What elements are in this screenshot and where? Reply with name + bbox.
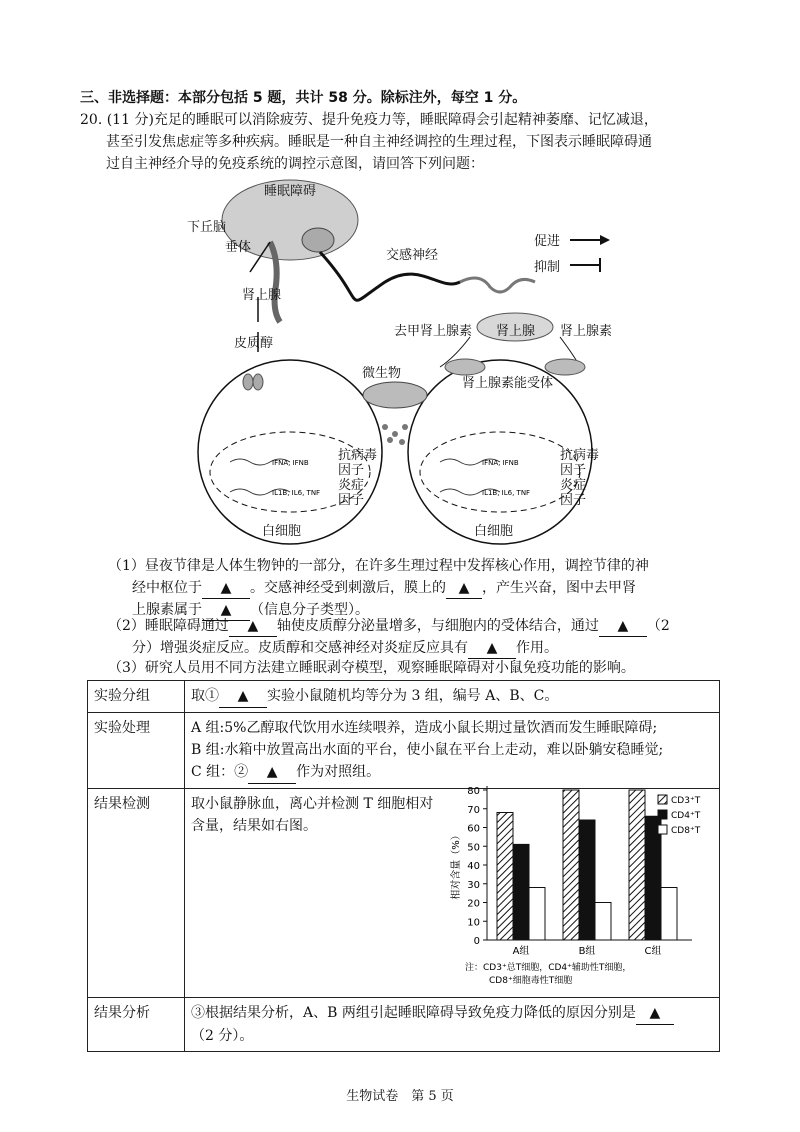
q20-line3: 过自主神经介导的免疫系统的调控示意图，请回答下列问题：: [106, 156, 484, 172]
y-tick-label: 60: [467, 823, 480, 835]
bar-B组-1: [579, 820, 595, 940]
legend-label: CD8⁺T: [671, 826, 701, 836]
blank-4[interactable]: ▲: [229, 616, 277, 637]
y-tick-label: 80: [467, 786, 480, 797]
x-tick-label: B组: [578, 946, 596, 957]
pituitary-label: 垂体: [225, 240, 252, 255]
cerebellum: [302, 228, 334, 252]
t-cell-bar-chart: [445, 775, 715, 985]
gene-label-1: IFNA, IFNB: [272, 459, 309, 467]
sub1-line1: （1）昼夜节律是人体生物钟的一部分，在许多生理过程中发挥核心作用，调控节律的神: [108, 558, 649, 574]
legend-swatch: [658, 795, 667, 804]
legend-promote: 促进: [534, 234, 561, 249]
sub2-line2: 分）增强炎症反应。皮质醇和交感神经对炎症反应具有 ▲ 作用。: [132, 638, 558, 659]
adrenal-left-label: 肾上腺: [242, 288, 282, 303]
blank-3[interactable]: ▲: [202, 600, 250, 621]
x-tick-label: C组: [644, 946, 662, 957]
legend-inhibit: 抑制: [534, 260, 561, 275]
blank-8[interactable]: ▲: [248, 761, 296, 784]
y-tick-label: 10: [467, 917, 480, 929]
sub2-line1: （2）睡眠障碍通过 ▲ 轴使皮质醇分泌量增多，与细胞内的受体结合，通过 ▲ （2: [108, 616, 670, 637]
gene-label-3: IFNA, IFNB: [482, 459, 519, 467]
legend-swatch: [658, 810, 667, 819]
adrenal-right-label: 肾上腺: [496, 324, 536, 339]
receptor-label: 肾上腺素能受体: [462, 376, 554, 391]
bar-A组-0: [497, 813, 513, 941]
row-header-analysis: 结果分析: [88, 998, 185, 1052]
row-header-treatment: 实验处理: [88, 713, 185, 789]
table-row: [88, 681, 720, 713]
blank-6[interactable]: ▲: [468, 638, 516, 659]
y-tick-label: 70: [467, 804, 480, 816]
y-axis-label: 相对含量（%）: [451, 830, 462, 900]
blank-1[interactable]: ▲: [202, 578, 250, 599]
wbc-left-label: 白细胞: [262, 524, 302, 539]
wbc-right-label: 白细胞: [474, 524, 514, 539]
chart-note-2: CD8⁺细胞毒性T细胞: [489, 976, 573, 985]
sub3-line: （3）研究人员用不同方法建立睡眠剥夺模型，观察睡眠障碍对小鼠免疫功能的影响。: [108, 660, 635, 676]
bar-B组-2: [595, 903, 611, 941]
q20-line1: 20. (11 分)充足的睡眠可以消除疲劳、提升免疫力等，睡眠障碍会引起精神萎靡、记忆减退，: [80, 112, 658, 128]
row-header-detection: 结果检测: [88, 789, 185, 998]
bar-C组-2: [661, 888, 677, 941]
bar-C组-0: [629, 790, 645, 940]
blank-5[interactable]: ▲: [599, 616, 647, 637]
q20-line2: 甚至引发焦虑症等多种疾病。睡眠是一种自主神经调控的生理过程，下图表示睡眠障碍通: [106, 134, 652, 150]
table-row: [88, 998, 720, 1052]
y-tick-label: 50: [467, 842, 480, 854]
page-footer: 生物试卷 第 5 页: [346, 1089, 454, 1104]
legend-label: CD4⁺T: [671, 811, 701, 821]
chart-note-1: 注：CD3⁺总T细胞，CD4⁺辅助性T细胞，: [465, 963, 632, 973]
sympathetic-label: 交感神经: [386, 248, 439, 263]
sub1-line2: 经中枢位于 ▲ 。交感神经受到刺激后，膜上的 ▲ ，产生兴奋，图中去甲肾: [132, 578, 636, 599]
epinephrine-label: 肾上腺素: [560, 324, 613, 339]
cortisol-label: 皮质醇: [234, 336, 274, 351]
bar-A组-1: [513, 844, 529, 940]
blank-2[interactable]: ▲: [446, 578, 482, 599]
bar-C组-1: [645, 816, 661, 940]
y-tick-label: 30: [467, 879, 480, 891]
antiviral-label-right: 抗病毒 因子 炎症 因子: [560, 448, 600, 508]
legend-label: CD3⁺T: [671, 796, 701, 806]
antiviral-label-left: 抗病毒 因子 炎症 因子: [338, 448, 378, 508]
bar-A组-2: [529, 888, 545, 941]
y-tick-label: 40: [467, 861, 480, 872]
row-treatment-content: A 组:5%乙醇取代饮用水连续喂养，造成小鼠长期过量饮酒而发生睡眠障碍; B 组:水箱中放置高出水面的平台，使小鼠在平台上走动，难以卧躺安稳睡觉; C 组：② ▲ 作为对照组。: [185, 713, 720, 789]
sub1-line3: 上腺素属于 ▲ （信息分子类型）。: [132, 600, 369, 621]
section-title: 三、非选择题：本部分包括 5 题，共计 58 分。除标注外，每空 1 分。: [80, 90, 527, 106]
row-header-grouping: 实验分组: [88, 681, 185, 713]
blank-9[interactable]: ▲: [636, 1002, 674, 1025]
bar-B组-0: [563, 790, 579, 940]
x-tick-label: A组: [512, 946, 530, 957]
y-tick-label: 0: [473, 936, 480, 947]
row-detection-content: 取小鼠静脉血，离心并检测 T 细胞相对 含量，结果如右图。: [185, 789, 720, 998]
brain-label: 睡眠障碍: [264, 184, 317, 199]
row-analysis-content: ③根据结果分析，A、B 两组引起睡眠障碍导致免疫力降低的原因分别是 ▲ （2 分）。: [185, 998, 720, 1052]
row-grouping-content: 取① ▲ 实验小鼠随机均等分为 3 组，编号 A、B、C。: [185, 681, 720, 713]
gene-label-2: IL1B, IL6, TNF: [272, 489, 321, 497]
hypothalamus-label: 下丘脑: [187, 220, 227, 235]
microbe-shape: [363, 382, 427, 408]
norepinephrine-label: 去甲肾上腺素: [394, 324, 473, 339]
microbe-label: 微生物: [362, 366, 402, 381]
legend-swatch: [658, 825, 667, 834]
gene-label-4: IL1B, IL6, TNF: [482, 489, 531, 497]
blank-7[interactable]: ▲: [219, 685, 267, 708]
y-tick-label: 20: [467, 898, 480, 910]
